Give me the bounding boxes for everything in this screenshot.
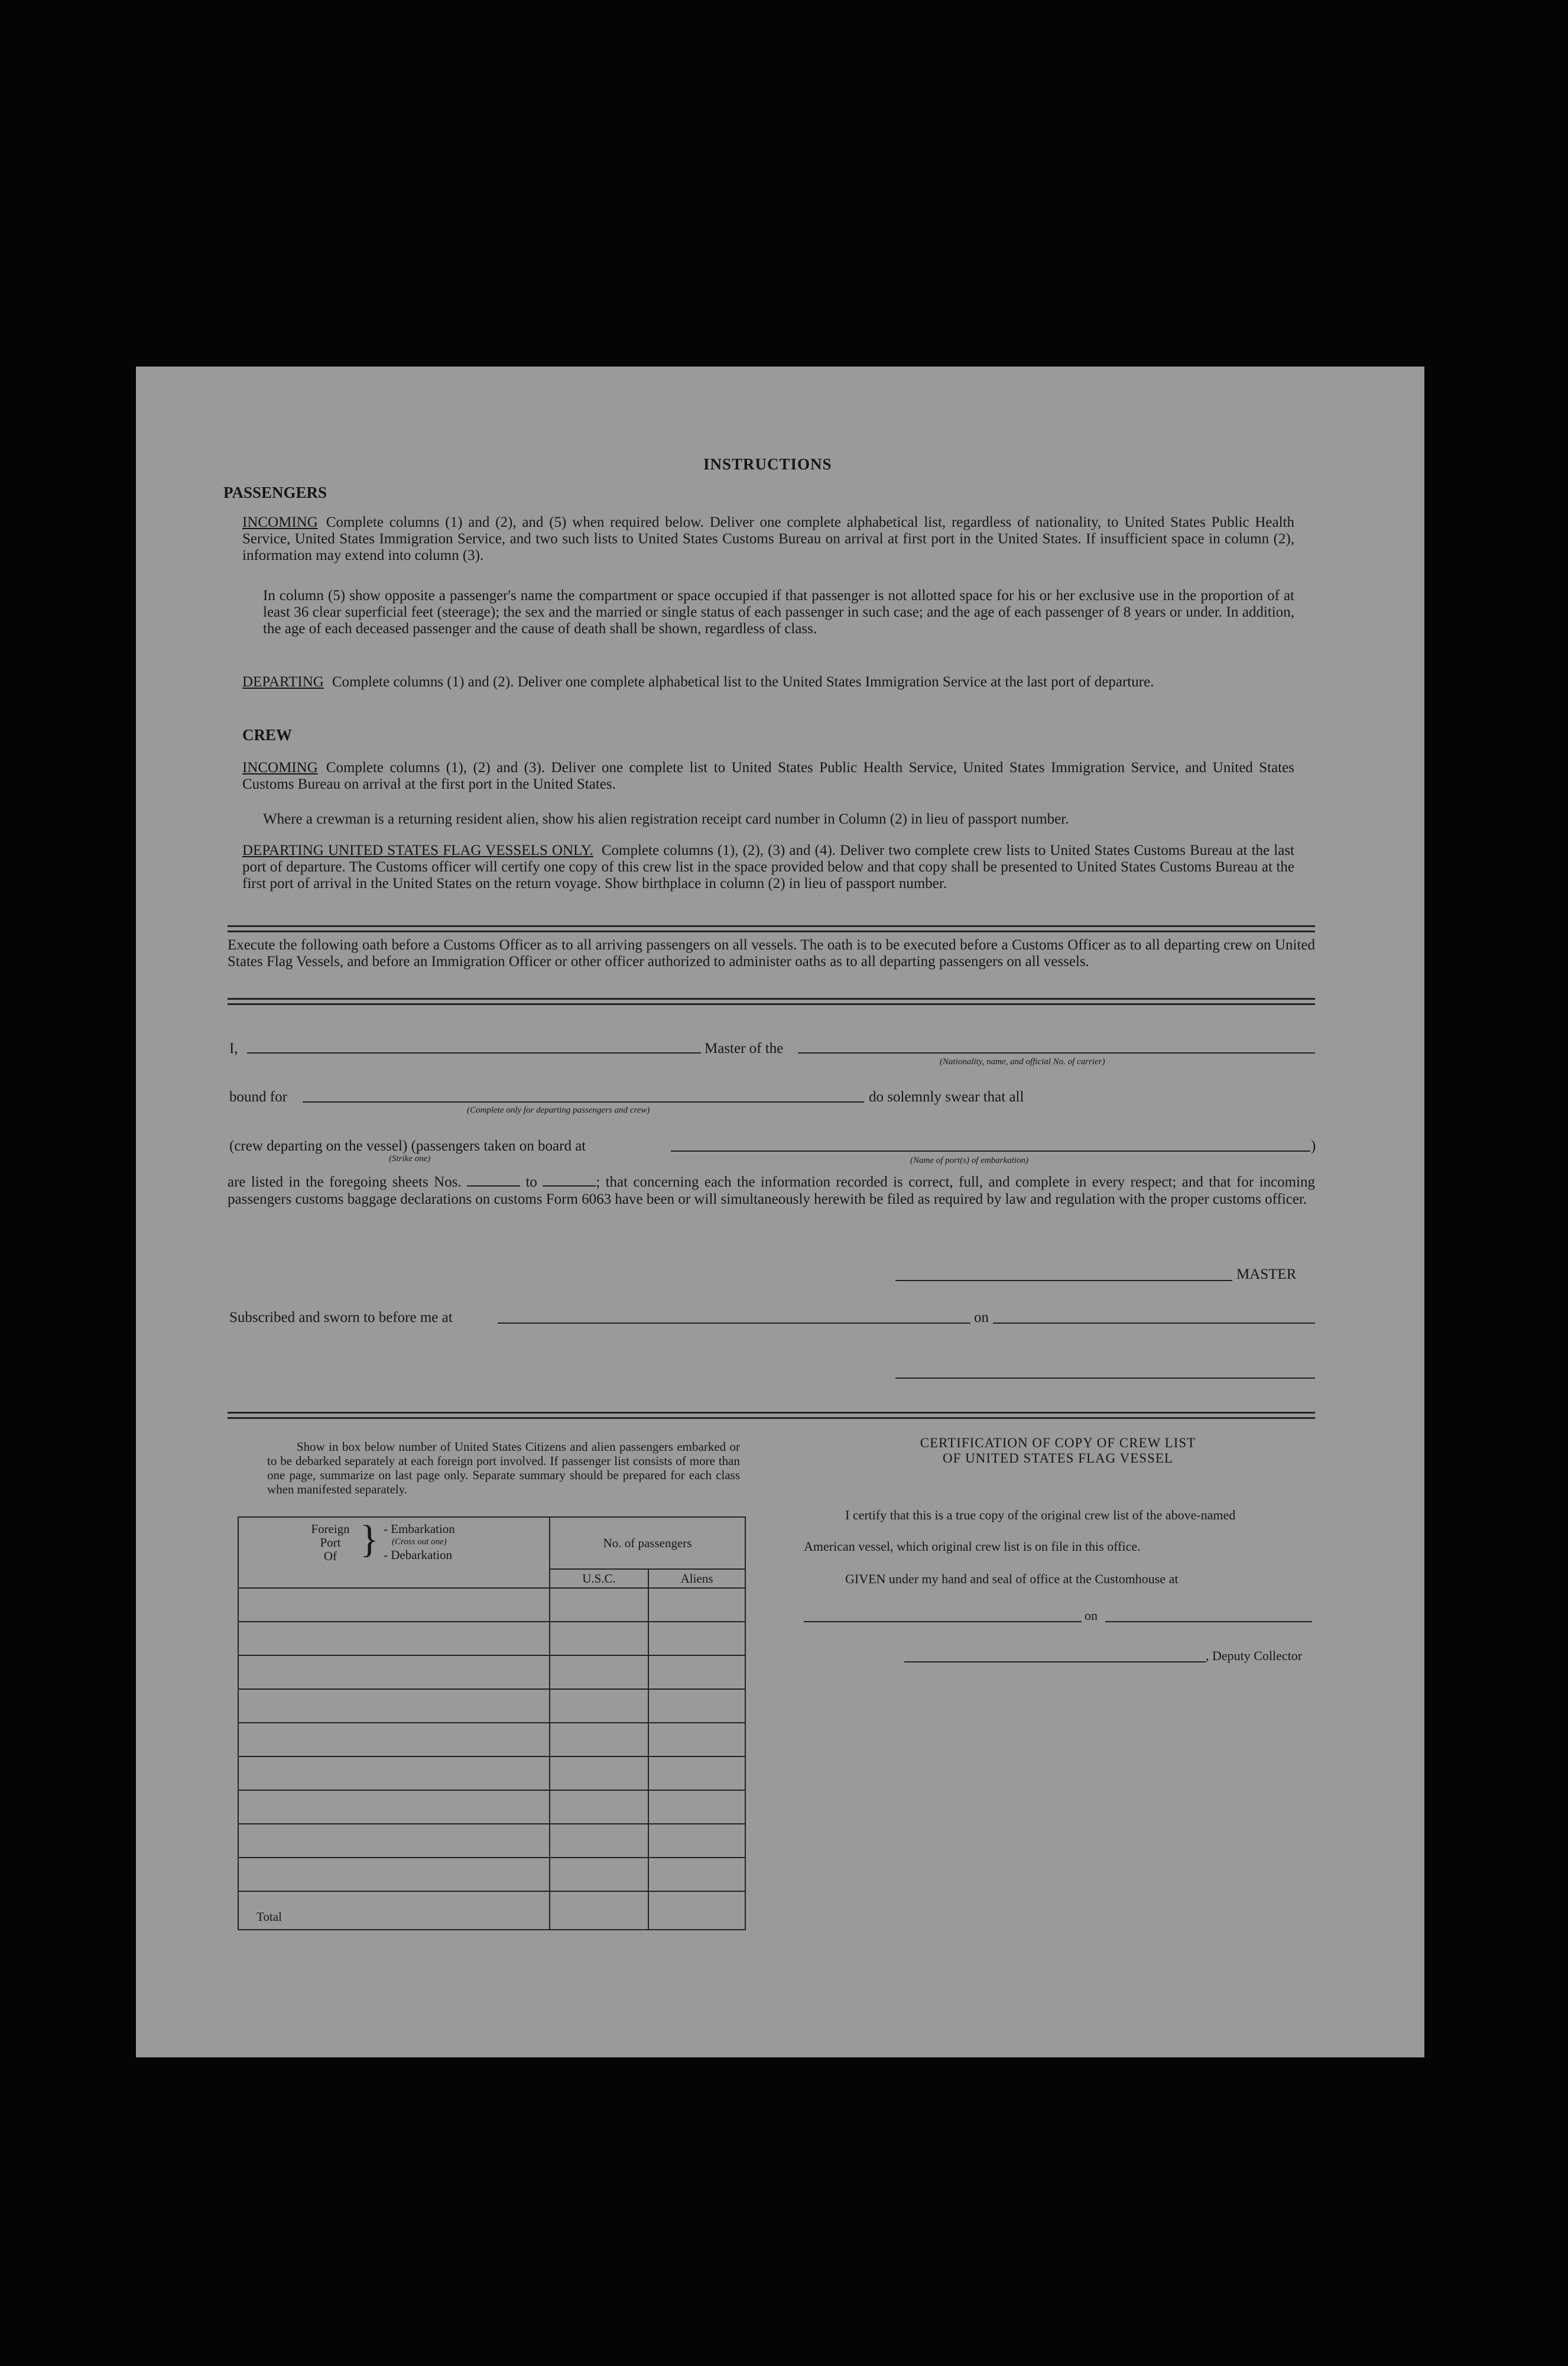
passengers-departing-text: Complete columns (1) and (2). Deliver one complete alphabetical list to the United States Immigration Service at the last port of departure. <box>332 674 1154 690</box>
crew-departing-text: Complete columns (1), (2), (3) and (4). Deliver two complete crew lists to United States Customs Bureau at the last port of departure. The Customs officer will certify one copy of this crew list in the space provided below and that copy shall be presented to United States Customs Bureau at the first port of arrival in the United States on the return voyage. Show birthplace in column (2) in lieu of passport number. <box>242 842 1294 892</box>
usc-cell[interactable] <box>550 1790 648 1824</box>
table-row <box>238 1790 745 1824</box>
usc-cell[interactable] <box>550 1655 648 1689</box>
usc-cell[interactable] <box>550 1858 648 1891</box>
listed-statement <box>228 1174 1315 1208</box>
oath-instruction: Execute the following oath before a Customs Officer as to all arriving passengers on all vessels. The oath is to be executed before a Customs Officer as to all departing crew on United States Flag Vessels, and before an Immigration Officer or other officer authorized to administer oaths as to all departing passengers on all vessels. <box>228 937 1315 970</box>
certification-title-line1: CERTIFICATION OF COPY OF CREW LIST <box>920 1435 1196 1450</box>
master-signature-field[interactable] <box>895 1280 1232 1281</box>
port-cell[interactable] <box>238 1723 550 1756</box>
table-row <box>238 1858 745 1891</box>
swear-label: do solemnly swear that all <box>869 1089 1024 1105</box>
certification-title <box>892 1435 1223 1466</box>
passengers-departing <box>242 674 1294 691</box>
summary-instruction: Show in box below number of United States Citizens and alien passengers embarked or to be debarked separately at each foreign port involved. If passenger list consists of more than one page, summarize on last page only. Separate summary should be prepared for each class when manifested separately. <box>267 1440 740 1496</box>
listed-label-a: are listed in the foregoing sheets Nos. <box>228 1174 462 1190</box>
deputy-collector-label: , Deputy Collector <box>1206 1648 1303 1663</box>
table-row <box>238 1723 745 1756</box>
certification-on-label: on <box>1085 1608 1098 1623</box>
aliens-header: Aliens <box>648 1569 745 1588</box>
table-row <box>238 1588 745 1622</box>
aliens-cell[interactable] <box>648 1655 745 1689</box>
port-caption: (Name of port(s) of embarkation) <box>910 1156 1028 1165</box>
cross-out-label: (Cross out one) <box>392 1537 447 1547</box>
master-label: MASTER <box>1236 1266 1297 1282</box>
foreign-label: Foreign <box>311 1522 350 1536</box>
of-label: Of <box>323 1549 337 1563</box>
port-cell[interactable] <box>238 1622 550 1655</box>
sworn-date-field[interactable] <box>993 1323 1315 1324</box>
carrier-caption: (Nationality, name, and official No. of carrier) <box>940 1057 1105 1067</box>
table-row <box>238 1824 745 1858</box>
subscribed-label: Subscribed and sworn to before me at <box>229 1310 453 1325</box>
bound-for-field[interactable] <box>303 1101 864 1103</box>
passengers-heading: PASSENGERS <box>223 484 327 501</box>
aliens-cell[interactable] <box>648 1689 745 1723</box>
sheet-from-field[interactable] <box>467 1174 520 1187</box>
sworn-place-field[interactable] <box>498 1323 970 1324</box>
crew-incoming-text: Complete columns (1), (2) and (3). Deliver one complete list to United States Public Health Service, United States Immigration Service, and United States Customs Bureau on arrival at the first port in the United States. <box>242 760 1294 792</box>
aliens-cell[interactable] <box>648 1790 745 1824</box>
close-paren: ) <box>1311 1138 1316 1154</box>
master-of-label: Master of the <box>705 1041 784 1056</box>
usc-header: U.S.C. <box>550 1569 648 1588</box>
passengers-column5: In column (5) show opposite a passenger's name the compartment or space occupied if that passenger is not allotted space for his or her exclusive use in the proportion of at least 36 clear superficial feet (steerage); the sex and the married or single status of each passenger in such case; and the age of each passenger of 8 years or under. In addition, the age of each deceased passenger and the cause of death shall be shown, regardless of class. <box>263 588 1294 637</box>
section-divider <box>228 1412 1315 1419</box>
document-sheet <box>136 367 1424 2057</box>
deputy-signature-field[interactable] <box>904 1661 1206 1662</box>
certification-title-line2: OF UNITED STATES FLAG VESSEL <box>943 1451 1173 1466</box>
passengers-incoming-text: Complete columns (1) and (2), and (5) when required below. Deliver one complete alphabetical list, regardless of nationality, to United States Public Health Service, United States Immigration Service, and two such lists to United States Customs Bureau on arrival at first port in the United States. If insufficient space in column (2), information may extend into column (3). <box>242 514 1294 563</box>
no-of-passengers-header: No. of passengers <box>550 1517 745 1569</box>
table-row <box>238 1689 745 1723</box>
certification-text1: I certify that this is a true copy of the original crew list of the above-named <box>845 1508 1236 1522</box>
usc-cell[interactable] <box>550 1622 648 1655</box>
sheet-to-field[interactable] <box>543 1174 596 1187</box>
bound-for-caption: (Complete only for departing passengers and crew) <box>467 1106 650 1115</box>
certification-text2: American vessel, which original crew list is on file in this office. <box>804 1539 1141 1554</box>
brace-icon: } <box>360 1518 379 1561</box>
crew-resident: Where a crewman is a returning resident alien, show his alien registration receipt card number in Column (2) in lieu of passport number. <box>263 811 1069 827</box>
bound-for-label: bound for <box>229 1089 287 1105</box>
aliens-cell[interactable] <box>648 1622 745 1655</box>
master-name-field[interactable] <box>247 1052 701 1054</box>
embarkation-label: - Embarkation <box>384 1522 455 1536</box>
summary-port-header <box>238 1517 550 1588</box>
aliens-cell[interactable] <box>648 1588 745 1622</box>
aliens-cell[interactable] <box>648 1858 745 1891</box>
aliens-cell[interactable] <box>648 1756 745 1790</box>
table-row <box>238 1756 745 1790</box>
crew-incoming-label: INCOMING <box>242 760 318 776</box>
certification-date-field[interactable] <box>1105 1621 1312 1622</box>
embarkation-port-field[interactable] <box>671 1150 1310 1152</box>
page-title: INSTRUCTIONS <box>703 455 832 473</box>
usc-cell[interactable] <box>550 1824 648 1858</box>
port-cell[interactable] <box>238 1689 550 1723</box>
passengers-incoming <box>242 514 1294 564</box>
crew-departing-label: DEPARTING UNITED STATES FLAG VESSELS ONLY. <box>242 842 593 858</box>
debarkation-label: - Debarkation <box>384 1548 453 1562</box>
officer-signature-field[interactable] <box>895 1378 1315 1379</box>
oath-i-label: I, <box>229 1041 238 1056</box>
crew-departing <box>242 842 1294 892</box>
usc-cell[interactable] <box>550 1723 648 1756</box>
aliens-cell[interactable] <box>648 1824 745 1858</box>
passengers-incoming-label: INCOMING <box>242 514 318 530</box>
usc-cell[interactable] <box>550 1689 648 1723</box>
strike-caption: (Strike one) <box>389 1154 431 1163</box>
aliens-cell[interactable] <box>648 1723 745 1756</box>
total-row <box>238 1891 745 1930</box>
usc-cell[interactable] <box>550 1756 648 1790</box>
section-divider <box>228 925 1315 932</box>
crew-passengers-label: (crew departing on the vessel) (passengers taken on board at <box>229 1138 586 1154</box>
total-label: Total <box>238 1891 550 1930</box>
port-cell[interactable] <box>238 1756 550 1790</box>
port-cell[interactable] <box>238 1655 550 1689</box>
total-usc-cell[interactable] <box>550 1891 648 1930</box>
port-cell[interactable] <box>238 1824 550 1858</box>
listed-to-label: to <box>525 1174 537 1190</box>
passengers-departing-label: DEPARTING <box>242 674 324 690</box>
carrier-field[interactable] <box>798 1052 1315 1054</box>
port-label: Port <box>320 1535 341 1550</box>
table-row <box>238 1655 745 1689</box>
usc-cell[interactable] <box>550 1588 648 1622</box>
customhouse-field[interactable] <box>804 1621 1082 1622</box>
summary-table <box>238 1516 746 1930</box>
certification-given: GIVEN under my hand and seal of office at the Customhouse at <box>845 1571 1179 1586</box>
table-row <box>238 1622 745 1655</box>
total-aliens-cell[interactable] <box>648 1891 745 1930</box>
crew-heading: CREW <box>242 726 293 744</box>
crew-incoming <box>242 760 1294 793</box>
section-divider <box>228 998 1315 1005</box>
listed-label-b: ; that concerning each the information recorded is correct, full, and complete in every respect; and that for incoming passengers customs baggage declarations on customs Form 6063 have been or will simultaneously herewith be filed as required by law and regulation with the proper customs officer. <box>228 1174 1316 1207</box>
port-cell[interactable] <box>238 1588 550 1622</box>
port-cell[interactable] <box>238 1858 550 1891</box>
port-cell[interactable] <box>238 1790 550 1824</box>
sworn-on-label: on <box>974 1310 989 1325</box>
